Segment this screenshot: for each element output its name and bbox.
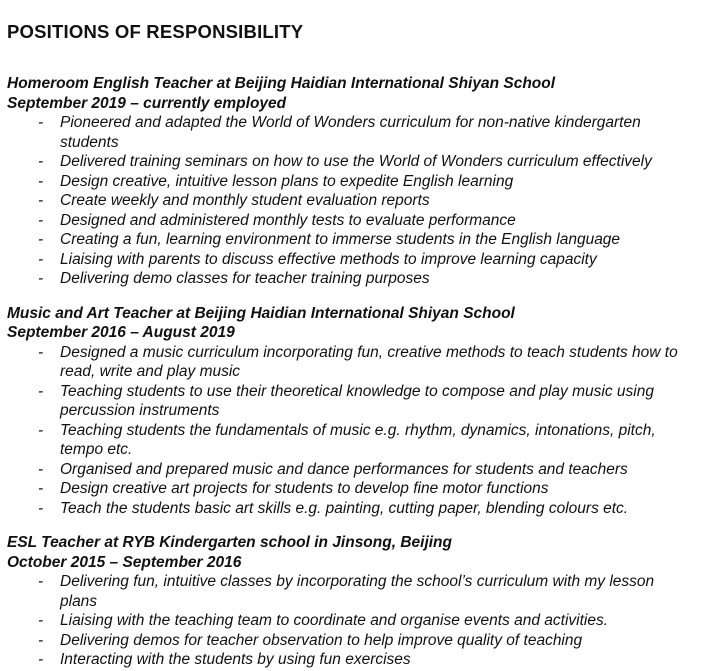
bullet-item	[7, 611, 694, 631]
bullet-list	[7, 113, 694, 289]
bullet-list	[7, 572, 694, 670]
bullet-dash: -	[38, 231, 44, 248]
bullet-text: Interacting with the students by using fun exercises	[60, 651, 411, 668]
bullet-text: Teaching students the fundamentals of music e.g. rhythm, dynamics, intonations, pitch, tempo etc.	[60, 421, 656, 458]
bullet-item	[7, 152, 694, 172]
bullet-item	[7, 343, 694, 382]
bullet-text: Creating a fun, learning environment to immerse students in the English language	[60, 231, 621, 248]
job-title: Music and Art Teacher at Beijing Haidian International Shiyan School	[7, 304, 515, 322]
bullet-text: Delivered training seminars on how to use the World of Wonders curriculum effectively	[60, 153, 652, 170]
bullet-text: Liaising with parents to discuss effective methods to improve learning capacity	[60, 250, 597, 268]
bullet-text: Delivering demos for teacher observation to help improve quality of teaching	[60, 631, 583, 649]
job-title: ESL Teacher at RYB Kindergarten school in Jinsong, Beijing	[7, 534, 452, 551]
bullet-list	[7, 343, 694, 519]
bullet-dash: -	[38, 612, 44, 629]
bullet-dash: -	[38, 499, 44, 517]
bullet-item	[7, 499, 694, 519]
bullet-item	[7, 269, 694, 289]
bullet-item	[7, 631, 694, 651]
bullet-text: Organised and prepared music and dance performances for students and teachers	[60, 460, 628, 478]
bullet-dash: -	[38, 270, 44, 287]
bullet-dash: -	[38, 192, 44, 209]
bullet-text: Pioneered and adapted the World of Wonders curriculum for non-native kindergarten students	[60, 114, 641, 151]
bullet-item	[7, 230, 694, 250]
bullet-dash: -	[38, 343, 44, 361]
job-section	[7, 74, 694, 289]
bullet-dash: -	[38, 382, 44, 400]
bullet-item	[7, 382, 694, 421]
bullet-text: Liaising with the teaching team to coordinate and organise events and activities.	[60, 612, 609, 629]
bullet-dash: -	[38, 480, 44, 497]
bullet-item	[7, 191, 694, 211]
bullet-dash: -	[38, 250, 44, 268]
job-title: Homeroom English Teacher at Beijing Haidian International Shiyan School	[7, 75, 556, 92]
bullet-text: Design creative art projects for students to develop fine motor functions	[60, 480, 549, 497]
bullet-item	[7, 421, 694, 460]
page-title: POSITIONS OF RESPONSIBILITY	[7, 21, 304, 42]
bullet-dash: -	[38, 460, 44, 478]
job-dates: October 2015 – September 2016	[7, 553, 242, 571]
bullet-item	[7, 113, 694, 152]
job-sections-container	[7, 74, 694, 670]
bullet-item	[7, 172, 694, 192]
bullet-item	[7, 479, 694, 499]
job-dates: September 2016 – August 2019	[7, 324, 235, 341]
bullet-dash: -	[38, 421, 44, 439]
bullet-text: Designed a music curriculum incorporating fun, creative methods to teach students how to read, write and play music	[60, 343, 678, 380]
job-dates: September 2019 – currently employed	[7, 94, 287, 112]
bullet-item	[7, 650, 694, 670]
bullet-dash: -	[38, 114, 44, 131]
job-section	[7, 304, 694, 519]
bullet-item	[7, 460, 694, 480]
bullet-dash: -	[38, 573, 44, 590]
bullet-text: Teaching students to use their theoretical knowledge to compose and play music using percussion instruments	[60, 382, 654, 419]
bullet-dash: -	[38, 651, 44, 668]
bullet-text: Design creative, intuitive lesson plans to expedite English learning	[60, 172, 514, 190]
bullet-dash: -	[38, 211, 44, 229]
bullet-item	[7, 250, 694, 270]
bullet-item	[7, 572, 694, 611]
bullet-dash: -	[38, 631, 44, 649]
bullet-text: Delivering fun, intuitive classes by incorporating the school’s curriculum with my lesson plans	[60, 573, 655, 610]
bullet-text: Designed and administered monthly tests to evaluate performance	[60, 211, 516, 229]
job-section	[7, 533, 694, 670]
bullet-text: Teach the students basic art skills e.g. painting, cutting paper, blending colours etc.	[60, 499, 629, 517]
bullet-item	[7, 211, 694, 231]
bullet-dash: -	[38, 153, 44, 170]
bullet-text: Delivering demo classes for teacher training purposes	[60, 270, 430, 287]
bullet-text: Create weekly and monthly student evaluation reports	[60, 192, 430, 209]
bullet-dash: -	[38, 172, 44, 190]
